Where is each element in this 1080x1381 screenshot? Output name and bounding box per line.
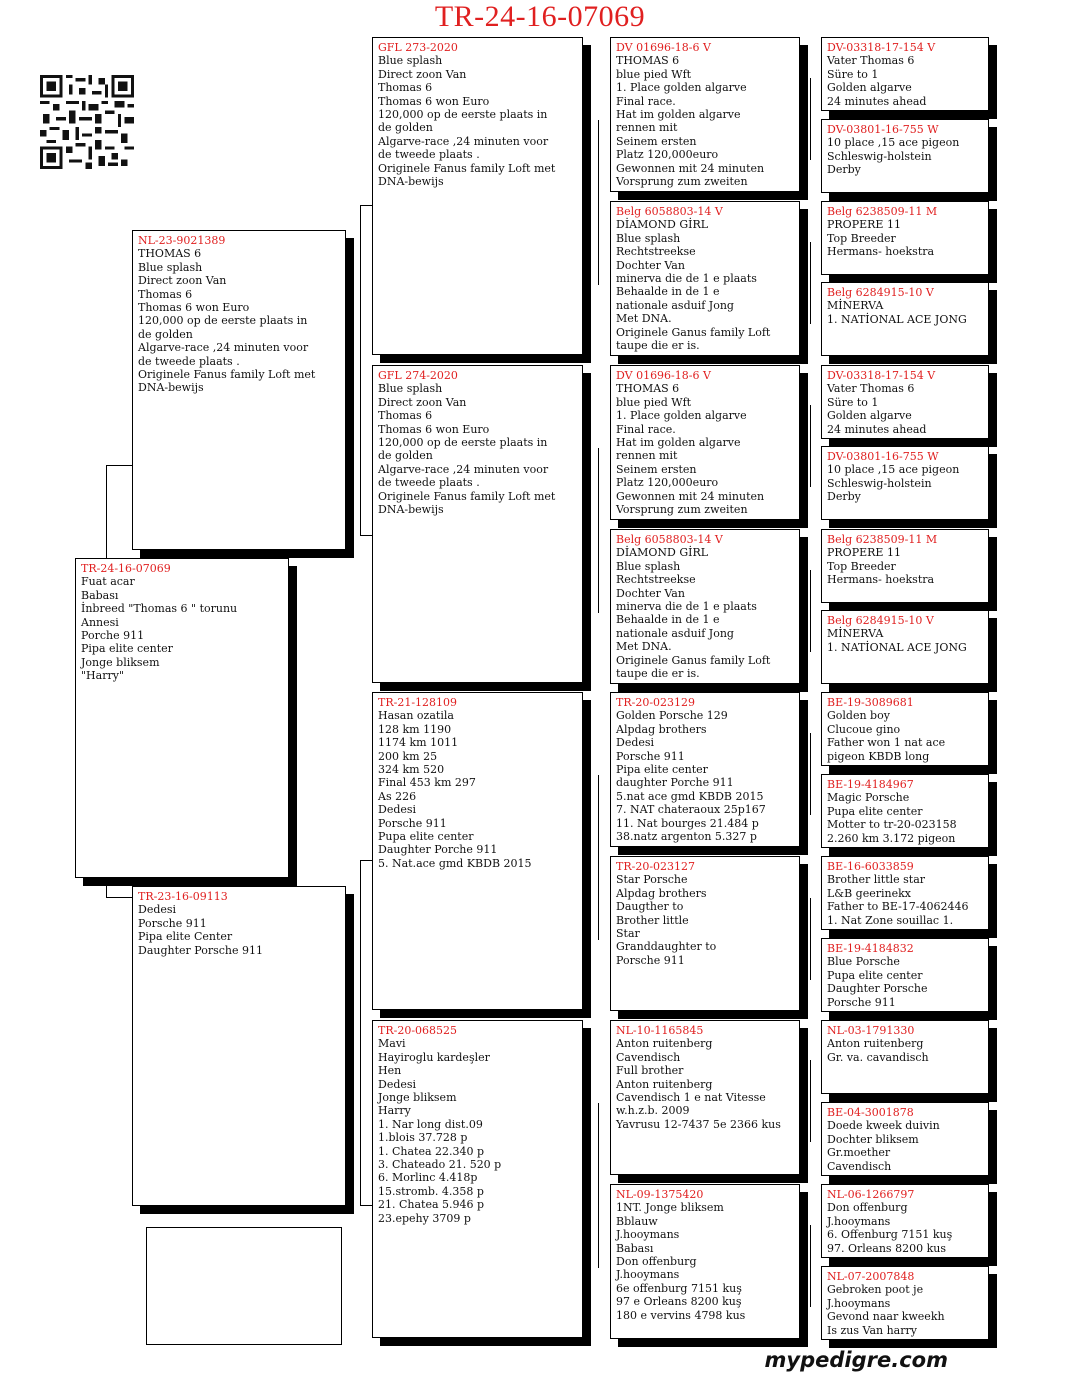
- pigeon-info-line: Dedesi: [138, 903, 177, 917]
- ring-number: TR-20-023127: [616, 860, 696, 873]
- pigeon-info-line: Vorsprung zum zweiten: [616, 503, 748, 517]
- pigeon-card-sire-dam[interactable]: [372, 365, 583, 683]
- pigeon-info-line: Blue splash: [138, 260, 203, 274]
- pigeon-info-line: blue pied Wft: [616, 67, 692, 81]
- pigeon-info-line: Father won 1 nat ace: [827, 736, 946, 750]
- pigeon-info-line: İnbreed "Thomas 6 " torunu: [81, 602, 238, 616]
- ring-number: BE-19-4184967: [827, 778, 914, 791]
- connector: [598, 1103, 599, 1268]
- pigeon-info-line: Gewonnen mit 24 minuten: [616, 161, 765, 175]
- pigeon-info-line: PROPERE 11: [827, 218, 901, 232]
- pigeon-info-line: Dedesi: [378, 1077, 417, 1091]
- pigeon-info-line: Brother little star: [827, 873, 926, 887]
- pigeon-info-line: Platz 120,000euro: [616, 148, 719, 162]
- ring-number: NL-10-1165845: [616, 1024, 704, 1037]
- ring-number: NL-07-2007848: [827, 1270, 915, 1283]
- pigeon-info-line: Met DNA.: [616, 640, 672, 654]
- pigeon-info-line: 1174 km 1011: [378, 736, 459, 750]
- pigeon-info-line: nationale asduif Jong: [616, 626, 734, 640]
- page-title: TR-24-16-07069: [434, 0, 646, 33]
- ring-number: NL-23-9021389: [138, 234, 226, 247]
- ring-number: BE-16-6033859: [827, 860, 914, 873]
- ring-number: Belg 6284915-10 V: [827, 614, 934, 627]
- pigeon-info-line: Porsche 911: [827, 995, 896, 1009]
- pigeon-info-line: Thomas 6 won Euro: [378, 422, 490, 436]
- pigeon-info-line: Alpdag brothers: [616, 722, 707, 736]
- pigeon-info-line: Derby: [827, 490, 861, 504]
- pigeon-info-line: Hermans- hoekstra: [827, 245, 935, 259]
- pigeon-info-line: w.h.z.b. 2009: [616, 1104, 690, 1118]
- pigeon-info-line: Dochter Van: [616, 258, 685, 272]
- pigeon-card-gen4[interactable]: [821, 201, 989, 275]
- pigeon-card-gen4[interactable]: [821, 1102, 989, 1176]
- pigeon-info-line: Babası: [81, 588, 119, 602]
- pigeon-info-line: Harry: [378, 1104, 411, 1118]
- pigeon-info-line: Final race.: [616, 94, 676, 108]
- pigeon-info-line: Hasan ozatila: [378, 709, 454, 723]
- pigeon-card-gen4[interactable]: [821, 774, 989, 848]
- pigeon-info-line: MİNERVA: [827, 627, 884, 641]
- ring-number: TR-20-068525: [378, 1024, 458, 1037]
- pigeon-info-line: Behaalde in de 1 e: [616, 285, 720, 299]
- pigeon-info-line: Granddaughter to: [616, 940, 717, 954]
- pigeon-info-line: Thomas 6: [378, 81, 433, 95]
- pigeon-info-line: Algarve-race ,24 minuten voor: [138, 341, 309, 355]
- pigeon-info-line: de tweede plaats .: [138, 354, 240, 368]
- pigeon-card-gen3[interactable]: [610, 201, 800, 356]
- connector: [106, 897, 134, 898]
- pigeon-card-gen4[interactable]: [821, 119, 989, 193]
- connector: [360, 860, 361, 1205]
- ring-number: TR-23-16-09113: [138, 890, 228, 903]
- pigeon-info-line: Fuat acar: [81, 575, 135, 589]
- pigeon-info-line: DİAMOND GİRL: [616, 218, 709, 232]
- pigeon-card-gen4[interactable]: [821, 610, 989, 684]
- pigeon-card-gen3[interactable]: [610, 856, 800, 1011]
- pigeon-info-line: Algarve-race ,24 minuten voor: [378, 134, 549, 148]
- pigeon-info-line: nationale asduif Jong: [616, 298, 734, 312]
- pigeon-info-line: DNA-bewijs: [378, 175, 444, 189]
- connector: [360, 860, 372, 861]
- pigeon-card-sire-sire[interactable]: [372, 37, 583, 355]
- pigeon-info-line: 97 e Orleans 8200 kuş: [616, 1295, 742, 1309]
- pigeon-info-line: blue pied Wft: [616, 395, 692, 409]
- pigeon-info-line: 6. Morlinc 4.418p: [378, 1171, 478, 1185]
- empty-card: [146, 1227, 342, 1345]
- ring-number: Belg 6058803-14 V: [616, 205, 723, 218]
- pigeon-info-line: Pupa elite center: [827, 804, 923, 818]
- pigeon-info-line: As 226: [378, 789, 417, 803]
- pigeon-info-line: 1. NATİONAL ACE JONG: [827, 312, 967, 326]
- pigeon-info-line: Originele Fanus family Loft met: [378, 161, 556, 175]
- pigeon-info-line: Don offenburg: [616, 1255, 697, 1269]
- ring-number: Belg 6284915-10 V: [827, 286, 934, 299]
- pigeon-info-line: Star: [616, 927, 640, 941]
- pigeon-card-subject[interactable]: [75, 558, 289, 878]
- pigeon-card-gen4[interactable]: [821, 282, 989, 356]
- pigeon-info-line: Golden boy: [827, 709, 890, 723]
- pigeon-info-line: Blue splash: [378, 54, 443, 68]
- pigeon-info-line: 120,000 op de eerste plaats in: [378, 436, 548, 450]
- pigeon-info-line: Motter to tr-20-023158: [827, 818, 957, 832]
- pigeon-info-line: Pupa elite center: [827, 968, 923, 982]
- pigeon-info-line: 21. Chatea 5.946 p: [378, 1198, 485, 1212]
- pigeon-info-line: Pipa elite center: [616, 763, 708, 777]
- pigeon-info-line: Hayiroglu kardeşler: [378, 1050, 490, 1064]
- pigeon-info-line: J.hooymans: [616, 1228, 680, 1242]
- pigeon-info-line: de tweede plaats .: [378, 148, 480, 162]
- pigeon-info-line: Cavendisch: [616, 1050, 681, 1064]
- pigeon-info-line: 128 km 1190: [378, 722, 452, 736]
- pigeon-info-line: Is zus Van harry: [827, 1323, 917, 1337]
- ring-number: Belg 6058803-14 V: [616, 533, 723, 546]
- pigeon-info-line: THOMAS 6: [616, 54, 680, 68]
- pigeon-info-line: Jonge bliksem: [378, 1091, 457, 1105]
- pigeon-info-line: rennen mit: [616, 449, 678, 463]
- pigeon-info-line: Porsche 911: [378, 816, 447, 830]
- ring-number: TR-21-128109: [378, 696, 458, 709]
- pigeon-info-line: 24 minutes ahead: [827, 94, 927, 108]
- pigeon-info-line: Thomas 6: [378, 409, 433, 423]
- pigeon-info-line: Clucoue gino: [827, 722, 901, 736]
- ring-number: BE-04-3001878: [827, 1106, 914, 1119]
- pigeon-info-line: Anton ruitenberg: [616, 1037, 713, 1051]
- pigeon-info-line: Direct zoon Van: [378, 395, 467, 409]
- site-logo[interactable]: mypedigre.com: [764, 1348, 948, 1372]
- pigeon-info-line: DNA-bewijs: [378, 503, 444, 517]
- pigeon-info-line: Thomas 6 won Euro: [138, 301, 250, 315]
- pigeon-info-line: Doede kweek duivin: [827, 1119, 940, 1133]
- pigeon-info-line: DİAMOND GİRL: [616, 546, 709, 560]
- pigeon-info-line: DNA-bewijs: [138, 381, 204, 395]
- pigeon-info-line: 1. NATİONAL ACE JONG: [827, 640, 967, 654]
- connector: [810, 405, 811, 487]
- pigeon-info-line: L&B geerinekx: [827, 886, 911, 900]
- pigeon-info-line: Blue splash: [616, 231, 681, 245]
- connector: [810, 733, 811, 815]
- pigeon-info-line: Dedesi: [378, 803, 417, 817]
- pigeon-info-line: Full brother: [616, 1064, 684, 1078]
- pigeon-info-line: 6e offenburg 7151 kuş: [616, 1281, 742, 1295]
- pigeon-card-gen4[interactable]: [821, 529, 989, 603]
- pigeon-info-line: 5. Nat.ace gmd KBDB 2015: [378, 856, 532, 870]
- pigeon-info-line: Originele Fanus family Loft met: [138, 368, 316, 382]
- pigeon-info-line: Golden algarve: [827, 81, 912, 95]
- pigeon-info-line: Blue splash: [616, 559, 681, 573]
- pigeon-info-line: 15.stromb. 4.358 p: [378, 1184, 484, 1198]
- pigeon-info-line: Gevond naar kweekh: [827, 1310, 945, 1324]
- pigeon-info-line: Final race.: [616, 422, 676, 436]
- connector: [810, 1060, 811, 1142]
- pigeon-info-line: 2.260 km 3.172 pigeon: [827, 831, 956, 845]
- pigeon-info-line: Porsche 911: [138, 916, 207, 930]
- pigeon-info-line: Top Breeder: [827, 231, 896, 245]
- pigeon-info-line: Pipa elite center: [81, 642, 173, 656]
- pigeon-info-line: Vorsprung zum zweiten: [616, 175, 748, 189]
- pigeon-info-line: 324 km 520: [378, 763, 445, 777]
- pigeon-info-line: 10 place ,15 ace pigeon: [827, 463, 960, 477]
- pigeon-card-gen4[interactable]: [821, 1266, 989, 1340]
- ring-number: NL-06-1266797: [827, 1188, 915, 1201]
- pigeon-info-line: minerva die de 1 e plaats: [616, 272, 757, 286]
- pigeon-info-line: Cavendisch 1 e nat Vitesse: [616, 1091, 766, 1105]
- ring-number: DV-03318-17-154 V: [827, 369, 936, 382]
- pigeon-card-gen4[interactable]: [821, 37, 989, 111]
- pigeon-info-line: Anton ruitenberg: [827, 1037, 924, 1051]
- pigeon-info-line: Originele Ganus family Loft: [616, 325, 771, 339]
- pigeon-info-line: 200 km 25: [378, 749, 438, 763]
- pigeon-info-line: 1. Place golden algarve: [616, 409, 747, 423]
- pigeon-info-line: 23.epehy 3709 p: [378, 1211, 471, 1225]
- pigeon-info-line: Gebroken poot je: [827, 1283, 924, 1297]
- pigeon-card-gen3[interactable]: [610, 365, 800, 520]
- pigeon-info-line: Schleswig-holstein: [827, 149, 932, 163]
- pigeon-card-gen3[interactable]: [610, 1184, 800, 1339]
- pigeon-card-gen3[interactable]: [610, 1020, 800, 1175]
- ring-number: Belg 6238509-11 M: [827, 205, 938, 218]
- ring-number: TR-24-16-07069: [81, 562, 171, 575]
- pigeon-info-line: Final 453 km 297: [378, 776, 476, 790]
- pigeon-info-line: Hat im golden algarve: [616, 436, 741, 450]
- pigeon-info-line: 1. Nar long dist.09: [378, 1117, 483, 1131]
- pigeon-info-line: rennen mit: [616, 121, 678, 135]
- pigeon-info-line: 38.natz argenton 5.327 p: [616, 830, 757, 844]
- pigeon-info-line: Blue splash: [378, 382, 443, 396]
- pigeon-info-line: de golden: [378, 449, 433, 463]
- pigeon-info-line: Thomas 6: [138, 287, 193, 301]
- pigeon-info-line: 1.blois 37.728 p: [378, 1131, 468, 1145]
- pigeon-info-line: Yavrusu 12-7437 5e 2366 kus: [616, 1117, 781, 1131]
- pigeon-card-gen4[interactable]: [821, 1020, 989, 1094]
- connector: [810, 1225, 811, 1307]
- connector: [360, 535, 372, 536]
- pigeon-info-line: Vater Thomas 6: [827, 382, 915, 396]
- pigeon-info-line: Gr. va. cavandisch: [827, 1050, 929, 1064]
- pigeon-info-line: Mavi: [378, 1037, 406, 1051]
- pigeon-info-line: Originele Ganus family Loft: [616, 653, 771, 667]
- pigeon-info-line: Babası: [616, 1241, 654, 1255]
- pigeon-info-line: Seinem ersten: [616, 462, 697, 476]
- pigeon-info-line: de tweede plaats .: [378, 476, 480, 490]
- connector: [106, 465, 134, 466]
- pigeon-info-line: Derby: [827, 163, 861, 177]
- pigeon-info-line: 1. Place golden algarve: [616, 81, 747, 95]
- pigeon-info-line: Thomas 6 won Euro: [378, 94, 490, 108]
- pigeon-info-line: Star Porsche: [616, 873, 688, 887]
- pigeon-info-line: 24 minutes ahead: [827, 422, 927, 436]
- pigeon-info-line: Hermans- hoekstra: [827, 573, 935, 587]
- ring-number: GFL 273-2020: [378, 41, 458, 54]
- ring-number: BE-19-3089681: [827, 696, 914, 709]
- pigeon-info-line: J.hooymans: [827, 1296, 891, 1310]
- pigeon-info-line: THOMAS 6: [616, 382, 680, 396]
- pigeon-info-line: Gr.moether: [827, 1146, 891, 1160]
- pigeon-info-line: 97. Orleans 8200 kus: [827, 1241, 946, 1255]
- ring-number: BE-19-4184832: [827, 942, 914, 955]
- pigeon-card-gen3[interactable]: [610, 692, 800, 847]
- pigeon-info-line: Dochter bliksem: [827, 1132, 919, 1146]
- pigeon-info-line: de golden: [138, 327, 193, 341]
- pigeon-info-line: Daughter Porche 911: [378, 843, 498, 857]
- pigeon-info-line: 11. Nat bourges 21.484 p: [616, 816, 759, 830]
- pigeon-info-line: Pipa elite Center: [138, 930, 233, 944]
- pigeon-info-line: Vater Thomas 6: [827, 54, 915, 68]
- pigeon-info-line: 10 place ,15 ace pigeon: [827, 136, 960, 150]
- pigeon-info-line: Daugther to: [616, 900, 684, 914]
- pigeon-card-gen4[interactable]: [821, 1184, 989, 1258]
- pigeon-info-line: 1. Chatea 22.340 p: [378, 1144, 485, 1158]
- ring-number: DV 01696-18-6 V: [616, 41, 711, 54]
- ring-number: DV-03801-16-755 W: [827, 450, 939, 463]
- pigeon-info-line: daughter Porche 911: [616, 776, 734, 790]
- pigeon-info-line: 1. Nat Zone souillac 1.: [827, 913, 954, 927]
- pigeon-info-line: 7. NAT chateraoux 25p167: [616, 803, 766, 817]
- pigeon-card-gen4[interactable]: [821, 446, 989, 520]
- pigeon-info-line: 5.nat ace gmd KBDB 2015: [616, 789, 764, 803]
- ring-number: DV 01696-18-6 V: [616, 369, 711, 382]
- pigeon-info-line: Hen: [378, 1064, 402, 1078]
- pigeon-info-line: Behaalde in de 1 e: [616, 613, 720, 627]
- pigeon-info-line: Süre to 1: [827, 395, 879, 409]
- pigeon-info-line: MİNERVA: [827, 299, 884, 313]
- pigeon-info-line: J.hooymans: [616, 1268, 680, 1282]
- pigeon-card-dam[interactable]: [132, 886, 346, 1206]
- qr-code-icon: [40, 75, 134, 169]
- connector: [360, 205, 361, 535]
- connector: [810, 898, 811, 980]
- pigeon-card-gen4[interactable]: [821, 692, 989, 766]
- pigeon-info-line: Platz 120,000euro: [616, 476, 719, 490]
- pigeon-info-line: Dochter Van: [616, 586, 685, 600]
- connector: [360, 205, 372, 206]
- pigeon-info-line: Porche 911: [81, 629, 145, 643]
- pigeon-card-gen4[interactable]: [821, 938, 989, 1012]
- pigeon-info-line: Golden algarve: [827, 409, 912, 423]
- pigeon-info-line: Top Breeder: [827, 559, 896, 573]
- pigeon-card-sire[interactable]: [132, 230, 346, 550]
- pigeon-card-dam-dam[interactable]: [372, 1020, 583, 1338]
- pigeon-info-line: pigeon KBDB long: [827, 749, 930, 763]
- pigeon-info-line: Porsche 911: [616, 749, 685, 763]
- pigeon-info-line: Hat im golden algarve: [616, 108, 741, 122]
- pigeon-info-line: Rechtstreekse: [616, 573, 696, 587]
- ring-number: NL-03-1791330: [827, 1024, 915, 1037]
- connector: [598, 775, 599, 940]
- pigeon-info-line: Don offenburg: [827, 1201, 908, 1215]
- pigeon-info-line: Süre to 1: [827, 67, 879, 81]
- pigeon-info-line: Daughter Porsche: [827, 982, 928, 996]
- pigeon-info-line: taupe die er is.: [616, 339, 700, 353]
- pigeon-info-line: Gewonnen mit 24 minuten: [616, 489, 765, 503]
- pigeon-card-gen3[interactable]: [610, 529, 800, 684]
- connector: [810, 570, 811, 652]
- pigeon-info-line: Annesi: [81, 615, 119, 629]
- pigeon-info-line: Daughter Porsche 911: [138, 943, 264, 957]
- pigeon-info-line: Golden Porsche 129: [616, 709, 728, 723]
- pigeon-info-line: Seinem ersten: [616, 134, 697, 148]
- pigeon-info-line: "Harry": [81, 669, 125, 683]
- pigeon-info-line: 1NT. Jonge bliksem: [616, 1201, 724, 1215]
- pigeon-info-line: Originele Fanus family Loft met: [378, 489, 556, 503]
- pigeon-card-gen4[interactable]: [821, 365, 989, 439]
- pigeon-info-line: Magic Porsche: [827, 791, 910, 805]
- connector: [598, 120, 599, 285]
- pigeon-info-line: 120,000 op de eerste plaats in: [378, 108, 548, 122]
- ring-number: DV-03318-17-154 V: [827, 41, 936, 54]
- pigeon-info-line: THOMAS 6: [138, 247, 202, 261]
- pigeon-info-line: Algarve-race ,24 minuten voor: [378, 462, 549, 476]
- pigeon-info-line: 180 e vervins 4798 kus: [616, 1308, 746, 1322]
- pigeon-info-line: Dedesi: [616, 736, 655, 750]
- pigeon-info-line: Bblauw: [616, 1214, 658, 1228]
- pigeon-info-line: Anton ruitenberg: [616, 1077, 713, 1091]
- pigeon-info-line: 3. Chateado 21. 520 p: [378, 1158, 502, 1172]
- connector: [810, 78, 811, 160]
- pigeon-info-line: Schleswig-holstein: [827, 476, 932, 490]
- pigeon-card-gen4[interactable]: [821, 856, 989, 930]
- pigeon-info-line: Porsche 911: [616, 953, 685, 967]
- pigeon-info-line: 120,000 op de eerste plaats in: [138, 314, 308, 328]
- ring-number: TR-20-023129: [616, 696, 696, 709]
- pigeon-info-line: Direct zoon Van: [378, 67, 467, 81]
- connector: [360, 1205, 372, 1206]
- pigeon-info-line: Rechtstreekse: [616, 245, 696, 259]
- pigeon-info-line: J.hooymans: [827, 1214, 891, 1228]
- pigeon-info-line: Met DNA.: [616, 312, 672, 326]
- ring-number: NL-09-1375420: [616, 1188, 704, 1201]
- ring-number: DV-03801-16-755 W: [827, 123, 939, 136]
- pigeon-info-line: Jonge bliksem: [81, 655, 160, 669]
- ring-number: GFL 274-2020: [378, 369, 458, 382]
- pigeon-info-line: de golden: [378, 121, 433, 135]
- pigeon-info-line: PROPERE 11: [827, 546, 901, 560]
- pigeon-info-line: Alpdag brothers: [616, 886, 707, 900]
- ring-number: Belg 6238509-11 M: [827, 533, 938, 546]
- connector: [810, 242, 811, 324]
- pigeon-info-line: Direct zoon Van: [138, 274, 227, 288]
- pigeon-info-line: 6. Offenburg 7151 kuş: [827, 1228, 953, 1242]
- pigeon-info-line: Cavendisch: [827, 1159, 892, 1173]
- pigeon-card-dam-sire[interactable]: [372, 692, 583, 1010]
- pigeon-info-line: Father to BE-17-4062446: [827, 900, 969, 914]
- pigeon-info-line: Pupa elite center: [378, 830, 474, 844]
- pigeon-info-line: Brother little: [616, 913, 689, 927]
- pigeon-info-line: taupe die er is.: [616, 667, 700, 681]
- pigeon-info-line: Blue Porsche: [827, 955, 900, 969]
- connector: [598, 448, 599, 613]
- pigeon-info-line: minerva die de 1 e plaats: [616, 600, 757, 614]
- pigeon-card-gen3[interactable]: [610, 37, 800, 192]
